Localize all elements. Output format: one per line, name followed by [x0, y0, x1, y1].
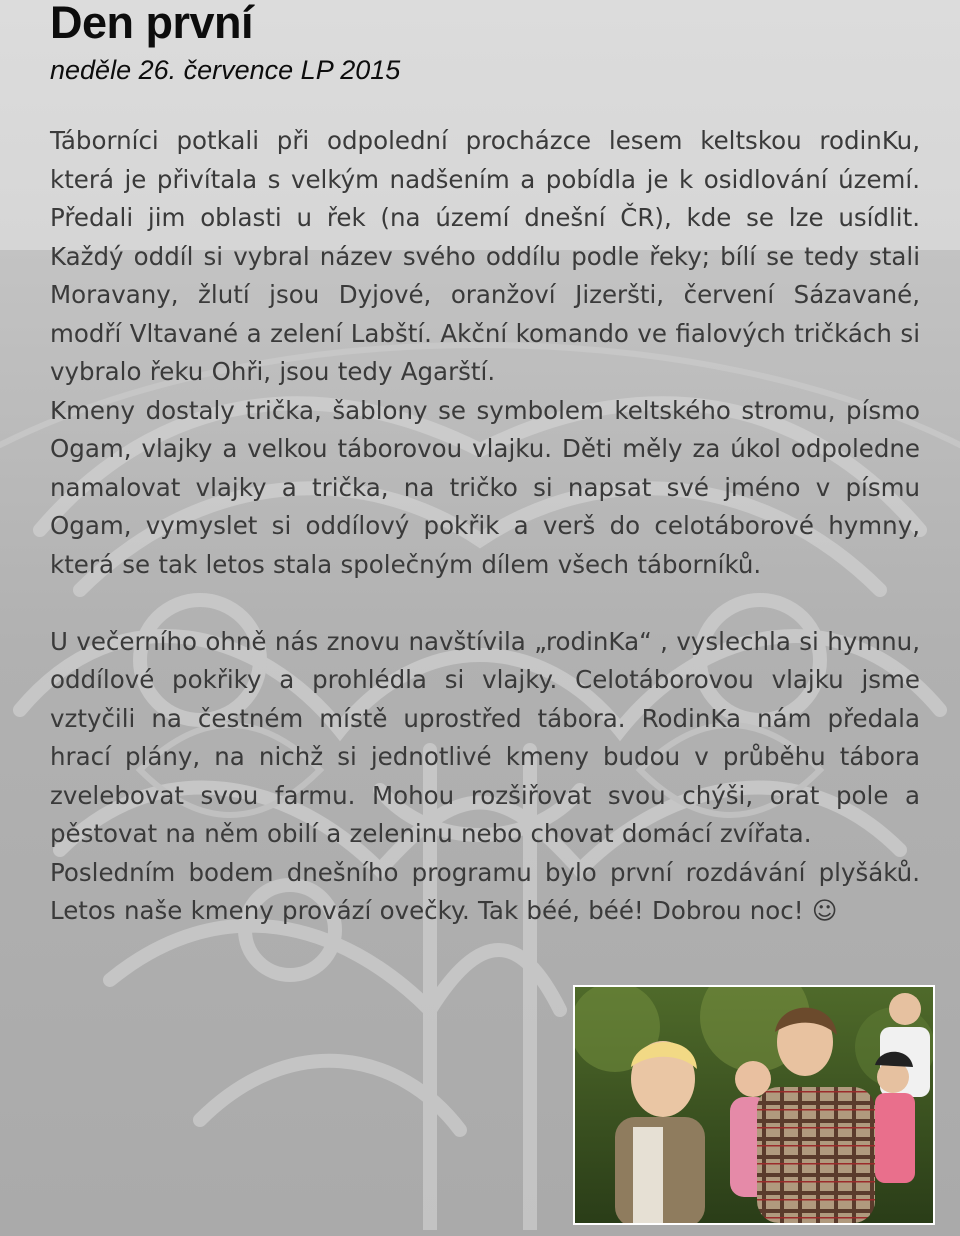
- paragraph-good-night: Posledním bodem dnešního programu bylo první rozdávání plyšáků. Letos naše kmeny provází ovečky. Tak béé, béé! Dobrou noc! ☺: [50, 857, 920, 925]
- paragraph-gap: [50, 584, 920, 623]
- page-title: Den první: [50, 0, 254, 48]
- page-subtitle-date: neděle 26. července LP 2015: [50, 55, 401, 85]
- article-body: [50, 122, 920, 931]
- camp-photo: [573, 985, 935, 1225]
- paragraph-tribes-tasks: Kmeny dostaly trička, šablony se symbolem keltského stromu, písmo Ogam, vlajky a velkou táborovou vlajku. Děti měly za úkol odpoledne namalovat vlajky a trička, na tričko si napsat své jméno v písmu Ogam, vymyslet si oddílový pokřik a verš do celotáborové hymny, která se tak letos stala společným dílem všech táborníků.: [50, 395, 920, 579]
- paragraph-arrival: Táborníci potkali při odpolední procházce lesem keltskou rodinKu, která je přivítala s velkým nadšením a pobídla je k osidlování území. Předali jim oblasti u řek (na území dnešní ČR), kde se lze usídlit. Každý oddíl si vybral název svého oddílu podle řeky; bílí se tedy stali Moravany, žlutí jsou Dyjové, oranžoví Jizeršti, červení Sázavané, modří Vltavané a zelení Labští. Akční komando ve fialových tričkách si vybralo řeku Ohři, jsou tedy Agarští.: [50, 126, 920, 386]
- paragraph-evening-fire: U večerního ohně nás znovu navštívila „rodinKa“ , vyslechla si hymnu, oddílové pokřiky a prohlédla si vlajky. Celotáborovou vlajku jsme vztyčili na čestném místě uprostřed tábora. RodinKa nám předala hrací plány, na nichž si jednotlivé kmeny budou v průběhu tábora zvelebovat svou farmu. Mohou rozšiřovat svou chýši, orat pole a pěstovat na něm obilí a zeleninu nebo chovat domácí zvířata.: [50, 626, 920, 848]
